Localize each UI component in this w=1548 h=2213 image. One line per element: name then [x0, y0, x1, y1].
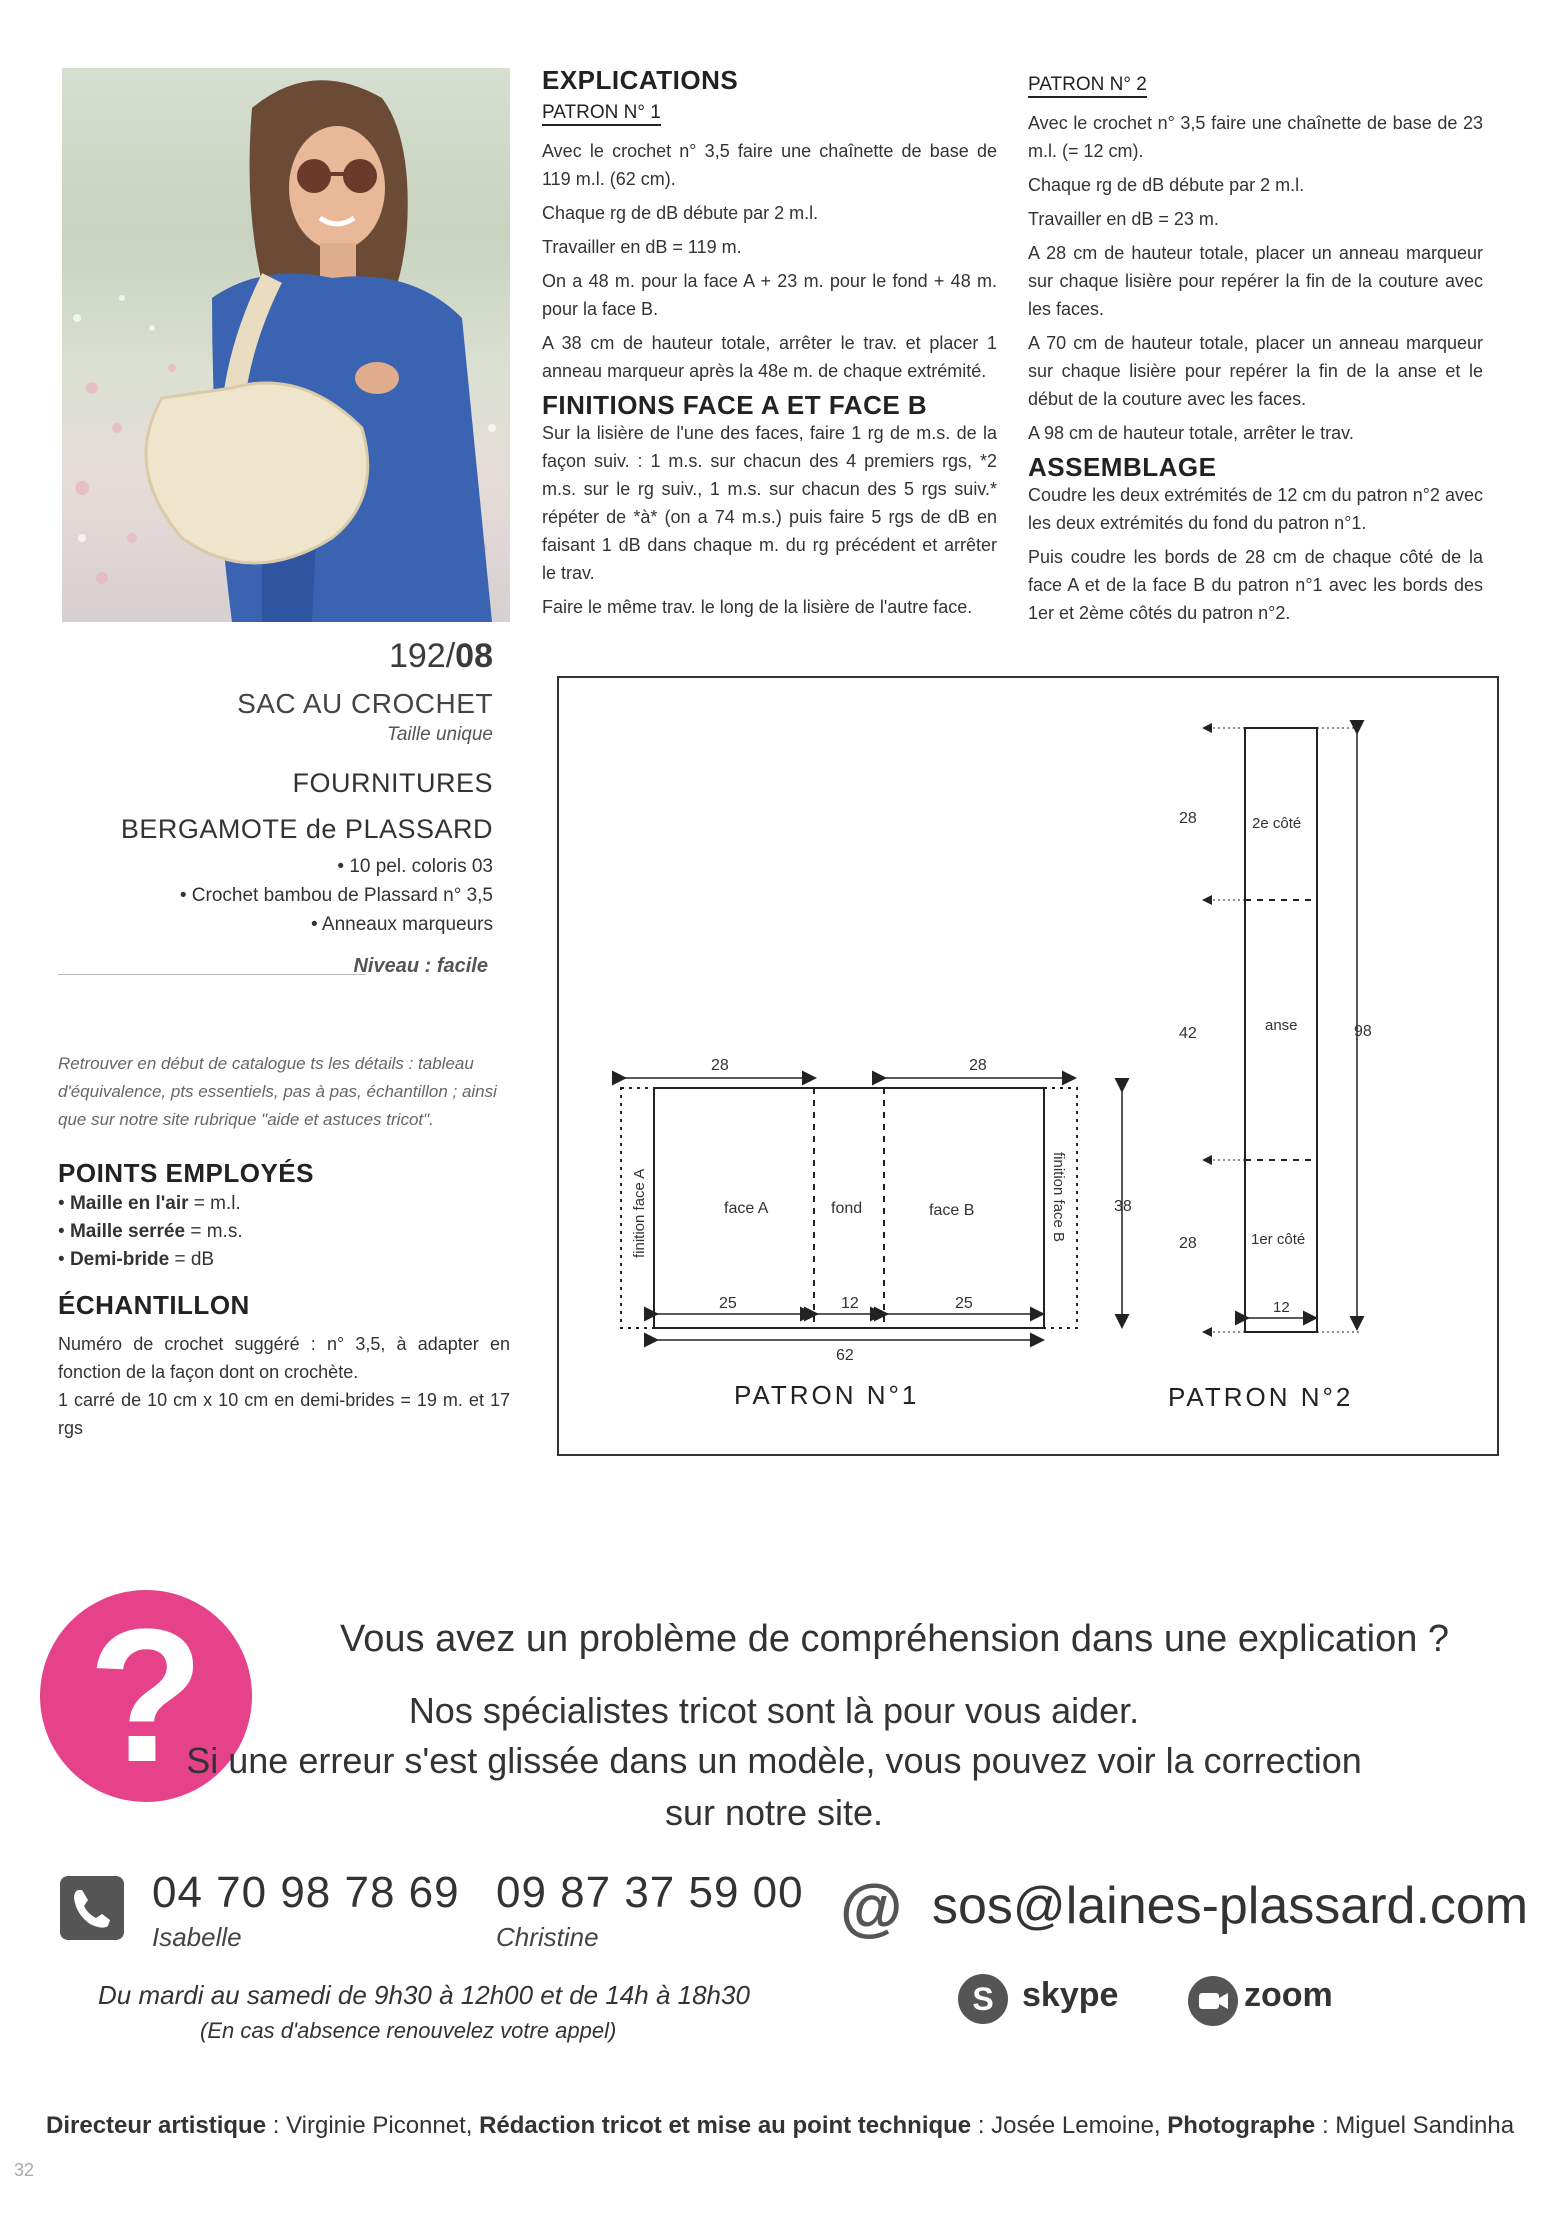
- paragraph: Sur la lisière de l'une des faces, faire 1 rg de m.s. de la façon suiv. : 1 m.s. sur chacun des 4 premiers rgs, *2 m.s. sur le rg suiv., 1 m.s. sur chacun des 5 rgs suiv.* répéter de *à* (on a 74 m.s.) puis faire 5 rgs de dB en faisant 1 dB dans chaque m. du rg précédent et arrêter le trav.: [542, 423, 997, 583]
- seg-label: 28: [1179, 810, 1197, 827]
- patron1-label: PATRON N° 1: [542, 102, 661, 126]
- patron2-label: PATRON N° 2: [1028, 74, 1147, 98]
- paragraph: Travailler en dB = 119 m.: [542, 237, 742, 257]
- contact-name: Isabelle: [152, 1922, 242, 1952]
- zoom-icon: [1188, 1976, 1238, 2026]
- skype-label: skype: [1022, 1976, 1119, 2014]
- help-line: Nos spécialistes tricot sont là pour vous aider.: [408, 1690, 1140, 1731]
- echantillon-line: 1 carré de 10 cm x 10 cm en demi-brides = 19 m. et 17 rgs: [58, 1390, 510, 1438]
- paragraph: Chaque rg de dB débute par 2 m.l.: [542, 203, 819, 223]
- cote1-label: 1er côté: [1251, 1231, 1306, 1248]
- paragraph: Avec le crochet n° 3,5 faire une chaînette de base de 23 m.l. (= 12 cm).: [1028, 113, 1483, 161]
- zoom-label: zoom: [1244, 1976, 1333, 2014]
- dim-label: 28: [969, 1057, 987, 1074]
- point-item: • Maille en l'air = m.l.: [58, 1193, 241, 1214]
- pattern-diagram-svg: [559, 678, 1497, 1454]
- paragraph: On a 48 m. pour la face A + 23 m. pour le fond + 48 m. pour la face B.: [542, 271, 997, 319]
- total-label: 62: [836, 1347, 854, 1364]
- paragraph: Puis coudre les bords de 28 cm de chaque côté de la face A et de la face B du patron n°1 avec les bords des 1er et 2ème côtés du patron n°2.: [1028, 547, 1483, 623]
- paragraph: A 38 cm de hauteur totale, arrêter le trav. et placer 1 anneau marqueur après la 48e m. de chaque extrémité.: [542, 333, 997, 381]
- anse-label: anse: [1265, 1017, 1298, 1034]
- phone-number[interactable]: 09 87 37 59 00: [496, 1868, 804, 1917]
- credit-name: : Miguel Sandinha: [1315, 2112, 1515, 2139]
- level-label: Niveau : facile: [353, 955, 488, 977]
- email-link[interactable]: sos@laines-plassard.com: [932, 1877, 1529, 1935]
- paragraph: A 70 cm de hauteur totale, placer un anneau marqueur sur chaque lisière pour repérer la fin de la anse et le début de la couture avec les faces.: [1028, 333, 1483, 409]
- finition-a-label: finition face A: [631, 1168, 648, 1258]
- face-b-label: face B: [929, 1202, 975, 1219]
- patron2-title: PATRON N°2: [1168, 1382, 1354, 1412]
- contact-name: Christine: [496, 1922, 599, 1952]
- product-title: SAC AU CROCHET: [237, 688, 493, 719]
- explications-heading: EXPLICATIONS: [542, 65, 739, 95]
- finitions-heading: FINITIONS FACE A ET FACE B: [542, 390, 928, 420]
- echantillon-text: [58, 1330, 510, 1442]
- total-label: 98: [1354, 1023, 1372, 1040]
- width-label: 12: [1273, 1299, 1290, 1316]
- supply-item: • Crochet bambou de Plassard n° 3,5: [179, 885, 493, 906]
- credit-name: : Virginie Piconnet,: [266, 2112, 480, 2139]
- hours-note: (En cas d'absence renouvelez votre appel): [200, 2018, 617, 2043]
- credit-role: Directeur artistique: [46, 2112, 267, 2139]
- credit-role: Photographe: [1167, 2112, 1316, 2139]
- paragraph: Chaque rg de dB débute par 2 m.l.: [1028, 175, 1305, 195]
- at-icon: @: [840, 1871, 903, 1943]
- woman-with-bag-illustration: [62, 68, 510, 622]
- supply-item: • Anneaux marqueurs: [311, 914, 493, 935]
- credits: [46, 2112, 1514, 2140]
- paragraph: A 98 cm de hauteur totale, arrêter le trav.: [1028, 423, 1354, 443]
- height-label: 38: [1114, 1198, 1132, 1215]
- credit-role: Rédaction tricot et mise au point technique: [479, 2112, 972, 2139]
- assemblage-heading: ASSEMBLAGE: [1028, 452, 1217, 482]
- hours-text: Du mardi au samedi de 9h30 à 12h00 et de 14h à 18h30: [98, 1980, 750, 2010]
- supply-item: • 10 pel. coloris 03: [337, 856, 493, 877]
- points-heading: POINTS EMPLOYÉS: [58, 1158, 314, 1188]
- paragraph: A 28 cm de hauteur totale, placer un anneau marqueur sur chaque lisière pour repérer la fin de la couture avec les faces.: [1028, 243, 1483, 319]
- help-question: Vous avez un problème de compréhension dans une explication ?: [340, 1618, 1450, 1660]
- patron2-drawing: [1168, 728, 1372, 1412]
- echantillon-line: Numéro de crochet suggéré : n° 3,5, à adapter en fonction de la façon dont on crochète.: [58, 1334, 510, 1382]
- point-item: • Demi-bride = dB: [58, 1249, 215, 1270]
- points-list: [58, 1190, 243, 1274]
- patron1-title: PATRON N°1: [734, 1380, 920, 1410]
- paragraph: Faire le même trav. le long de la lisière de l'autre face.: [542, 597, 973, 617]
- dim-label: 12: [841, 1295, 859, 1312]
- skype-icon: [958, 1974, 1008, 2024]
- product-photo: [62, 68, 510, 622]
- point-item: • Maille serrée = m.s.: [58, 1221, 243, 1242]
- reference-number: 192/08: [388, 637, 493, 675]
- paragraph: Travailler en dB = 23 m.: [1028, 209, 1219, 229]
- finition-b-label: finition face B: [1050, 1152, 1067, 1243]
- svg-text:S: S: [972, 1981, 994, 2017]
- level-divider: [58, 974, 366, 975]
- seg-label: 42: [1179, 1025, 1197, 1042]
- yarn-name: BERGAMOTE de PLASSARD: [120, 814, 493, 844]
- patron1-drawing: [621, 1057, 1132, 1410]
- size-label: Taille unique: [387, 724, 493, 745]
- pattern-diagram: [557, 676, 1499, 1456]
- dim-label: 25: [719, 1295, 737, 1312]
- catalogue-note: Retrouver en début de catalogue ts les détails : tableau d'équivalence, pts essentiels, pas à pas, échantillon ; ainsi que sur notre site rubrique "aide et astuces tricot".: [58, 1054, 497, 1129]
- cote2-label: 2e côté: [1252, 815, 1302, 832]
- explications-column: [542, 66, 997, 627]
- help-line: sur notre site.: [664, 1792, 884, 1833]
- help-line: Si une erreur s'est glissée dans un modèle, vous pouvez voir la correction: [186, 1740, 1362, 1781]
- supplies-list: [180, 852, 493, 939]
- paragraph: Coudre les deux extrémités de 12 cm du patron n°2 avec les deux extrémités du fond du patron n°1.: [1028, 485, 1483, 533]
- face-a-label: face A: [724, 1200, 769, 1217]
- page-number: 32: [14, 2160, 35, 2180]
- fournitures-heading: FOURNITURES: [292, 768, 493, 798]
- echantillon-heading: ÉCHANTILLON: [58, 1290, 250, 1320]
- seg-label: 28: [1179, 1235, 1197, 1252]
- credit-name: : Josée Lemoine,: [971, 2112, 1168, 2139]
- dim-label: 25: [955, 1295, 973, 1312]
- phone-icon: [60, 1876, 124, 1940]
- question-mark-icon: ?: [40, 1590, 252, 1802]
- phone-number[interactable]: 04 70 98 78 69: [152, 1868, 460, 1917]
- patron2-column: [1028, 70, 1483, 633]
- paragraph: Avec le crochet n° 3,5 faire une chaînette de base de 119 m.l. (62 cm).: [542, 141, 997, 189]
- dim-label: 28: [711, 1057, 729, 1074]
- fond-label: fond: [831, 1200, 863, 1217]
